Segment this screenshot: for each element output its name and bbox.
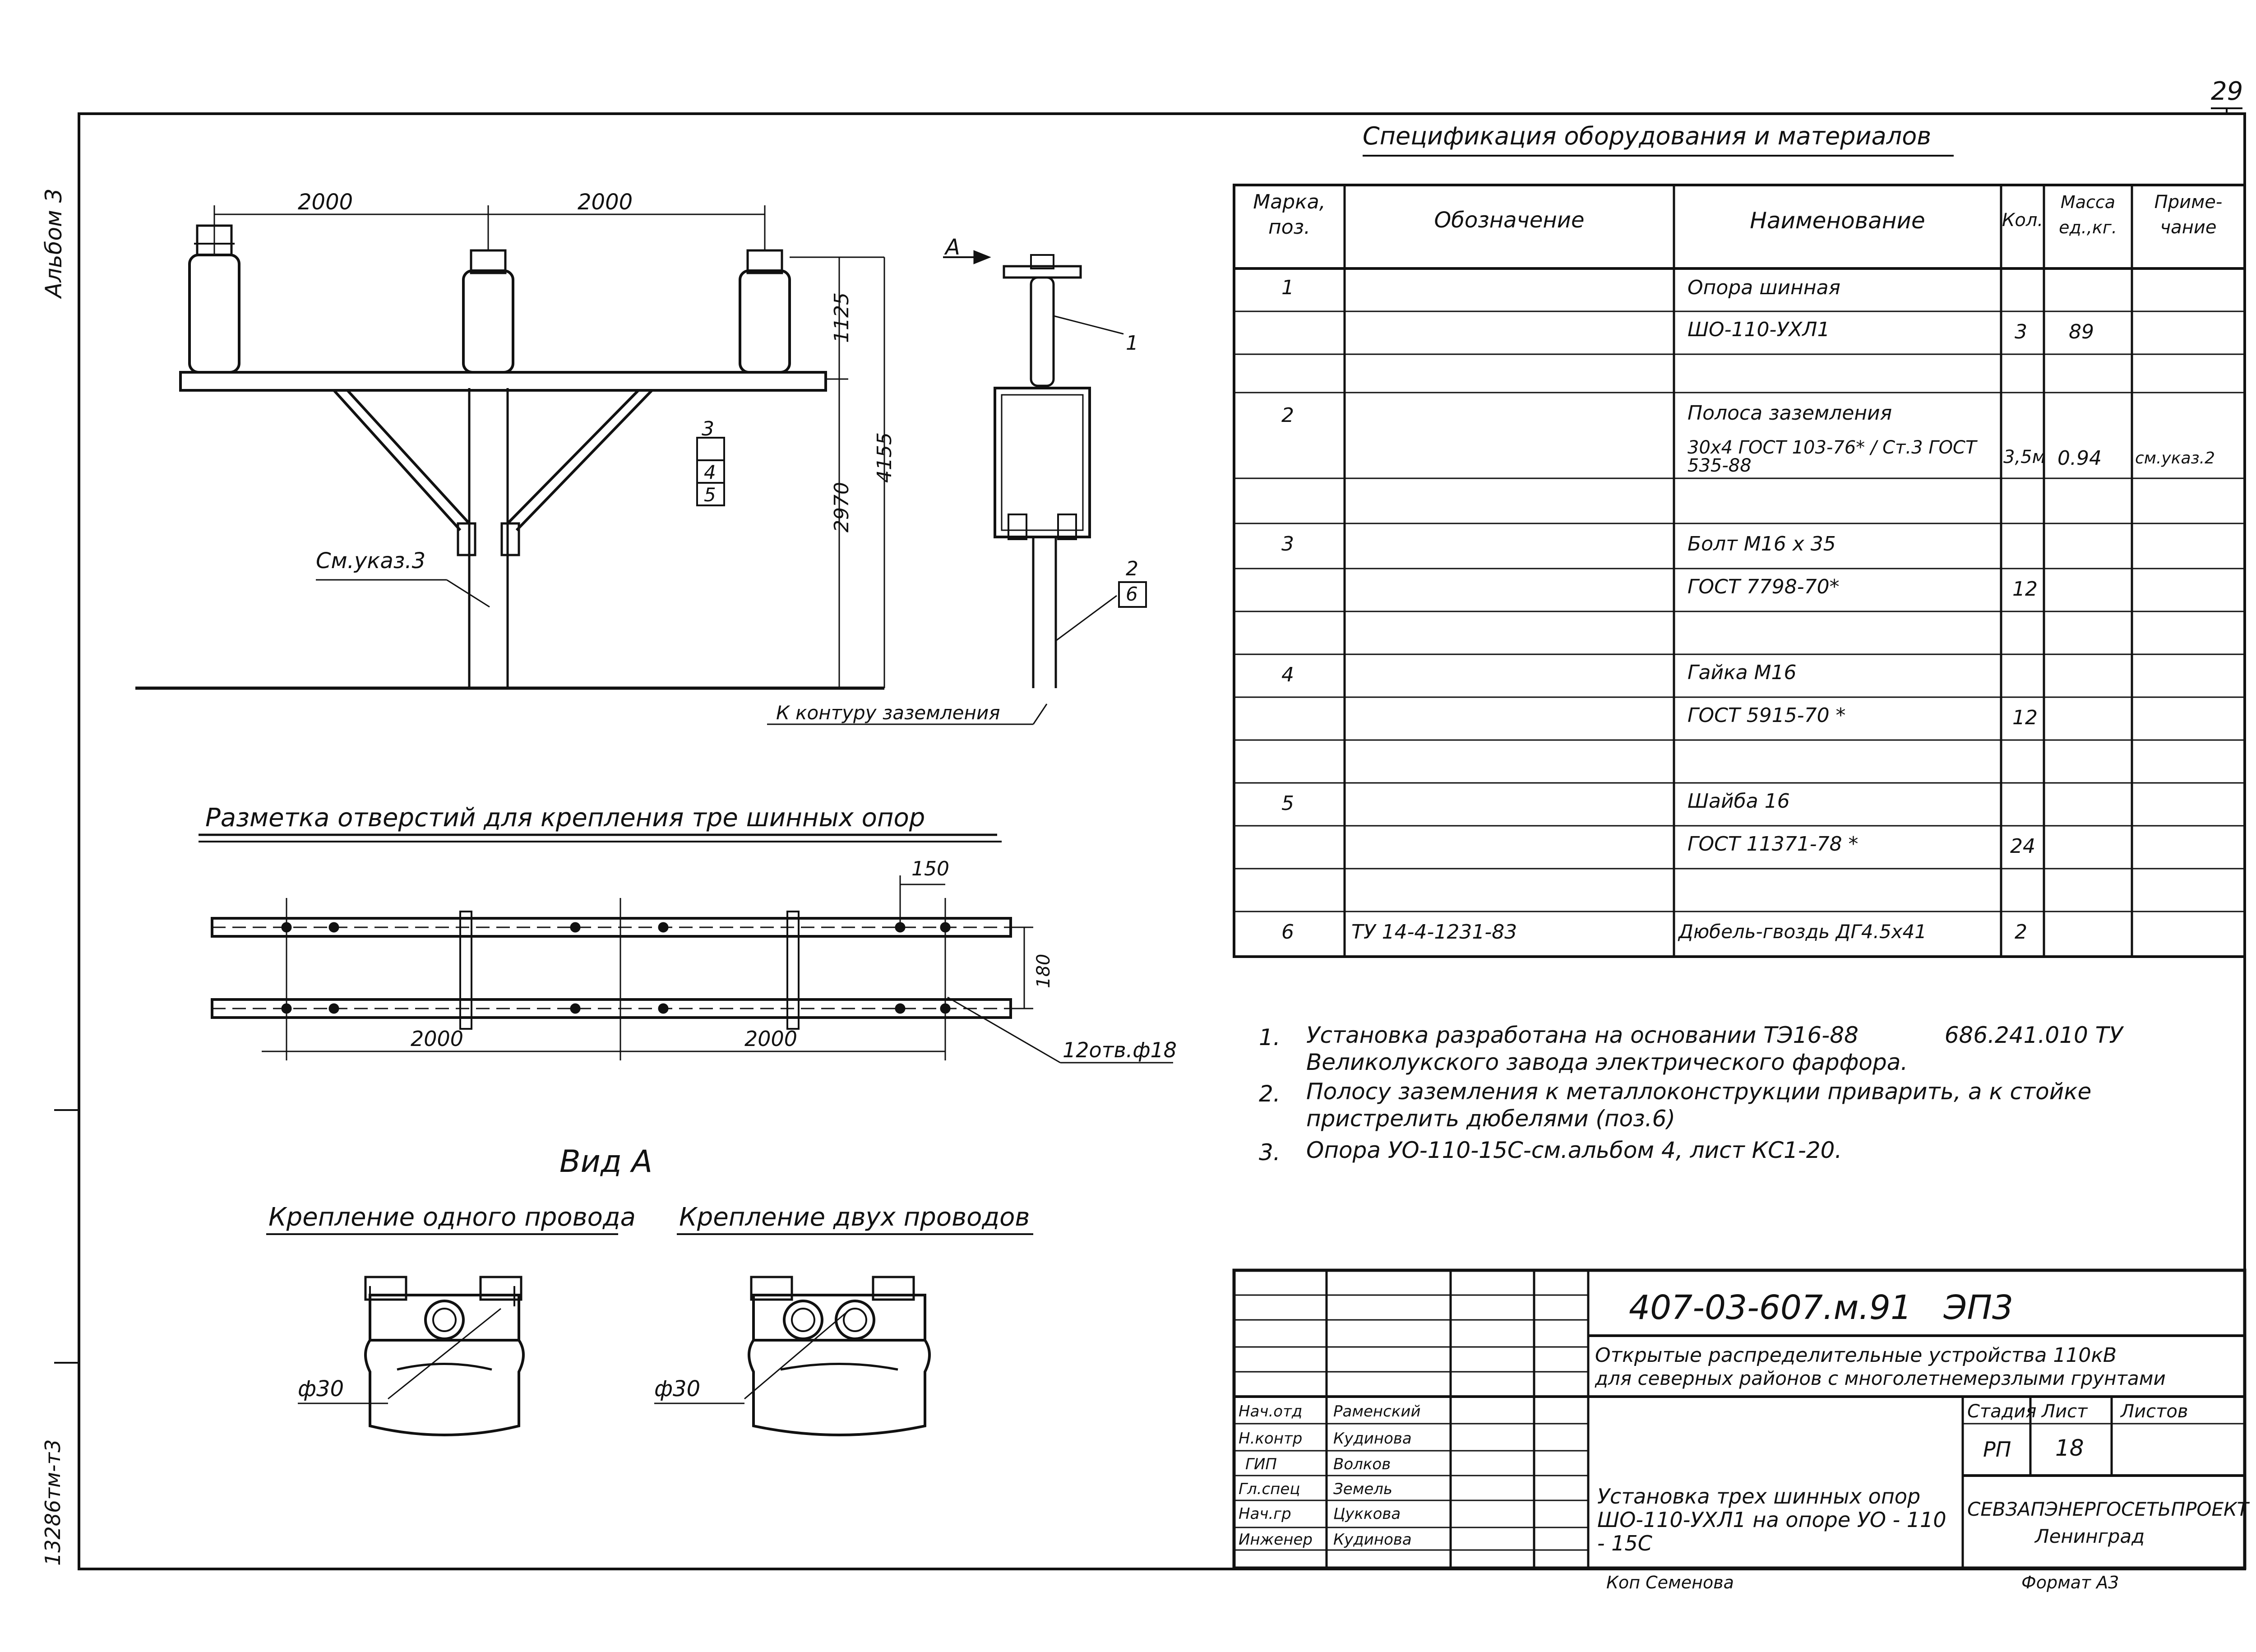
spec-header-name: Наименование bbox=[1750, 208, 1925, 234]
row-10-name: Гайка М16 bbox=[1687, 661, 1797, 684]
note-2-text-cont: пристрелить дюбелями (поз.6) bbox=[1306, 1106, 1675, 1132]
callout-5: 5 bbox=[704, 484, 716, 506]
staff-role-3: ГИП bbox=[1245, 1455, 1277, 1473]
row-5-name: 30х4 ГОСТ 103-76* / Ст.3 ГОСТ 535-88 bbox=[1687, 437, 1977, 476]
staff-role-4: Гл.спец bbox=[1239, 1480, 1300, 1498]
callout-1: 1 bbox=[1126, 332, 1138, 355]
hole-marking-drawing bbox=[199, 835, 1173, 1063]
callout-3: 3 bbox=[702, 417, 714, 440]
dim-2970: 2970 bbox=[830, 482, 853, 532]
spec-header-mass: Масса ед.,кг. bbox=[2059, 192, 2117, 237]
double-fixing-title: Крепление двух проводов bbox=[679, 1203, 1030, 1232]
row-1-mark: 1 bbox=[1281, 276, 1294, 299]
sheet-value: 18 bbox=[2055, 1435, 2084, 1461]
staff-name-2: Кудинова bbox=[1333, 1430, 1412, 1448]
marking-dim-2000-a: 2000 bbox=[411, 1027, 464, 1051]
staff-name-4: Земель bbox=[1333, 1480, 1393, 1498]
row-4-mark: 2 bbox=[1281, 404, 1294, 427]
row-8-qty: 12 bbox=[2012, 578, 2038, 601]
sheet-title: Установка трех шинных опор ШО-110-УХЛ1 на опоре УО - 110 - 15С bbox=[1597, 1484, 1946, 1555]
spec-header-note: Приме- чание bbox=[2154, 192, 2223, 238]
staff-role-2: Н.контр bbox=[1239, 1430, 1303, 1448]
row-16-mark: 6 bbox=[1281, 921, 1294, 944]
row-2-mass: 89 bbox=[2069, 320, 2094, 343]
album-stamp: Альбом 3 bbox=[41, 188, 67, 298]
marking-dim-180: 180 bbox=[1033, 953, 1054, 988]
single-fixing-title: Крепление одного провода bbox=[268, 1203, 636, 1232]
double-diameter: ф30 bbox=[654, 1376, 701, 1402]
project-title: Открытые распределительные устройства 110кВ bbox=[1595, 1344, 2117, 1367]
row-14-qty: 24 bbox=[2010, 835, 2035, 858]
single-diameter: ф30 bbox=[298, 1376, 344, 1402]
ground-contour-label: К контуру заземления bbox=[776, 702, 1000, 724]
insulator-center bbox=[463, 250, 513, 372]
row-8-name: ГОСТ 7798-70* bbox=[1687, 575, 1840, 598]
callout-2: 2 bbox=[1126, 557, 1138, 580]
note-3-text: Опора УО-110-15С-см.альбом 4, лист КС1-20. bbox=[1306, 1137, 1842, 1163]
staff-role-6: Инженер bbox=[1239, 1531, 1313, 1549]
sheets-header: Листов bbox=[2121, 1401, 2188, 1422]
row-2-name: ШО-110-УХЛ1 bbox=[1687, 318, 1830, 341]
inventory-stamp: 13286тм-т3 bbox=[41, 1439, 65, 1566]
row-11-qty: 12 bbox=[2012, 706, 2038, 729]
copy-note: Коп Семенова bbox=[1606, 1573, 1734, 1592]
insulator-right bbox=[740, 250, 790, 372]
view-a-title: Вид А bbox=[559, 1144, 652, 1180]
dim-1125: 1125 bbox=[830, 292, 853, 343]
spec-header-qty: Кол. bbox=[2002, 210, 2043, 231]
row-7-name: Болт М16 х 35 bbox=[1687, 532, 1836, 555]
marking-dim-150: 150 bbox=[911, 857, 949, 880]
note-1-num: 1. bbox=[1259, 1024, 1281, 1050]
spec-title: Спецификация оборудования и материалов bbox=[1363, 122, 1932, 150]
row-16-designation: ТУ 14-4-1231-83 bbox=[1351, 921, 1517, 944]
callout-4: 4 bbox=[704, 461, 716, 483]
row-13-mark: 5 bbox=[1281, 792, 1294, 815]
row-4-name: Полоса заземления bbox=[1687, 402, 1892, 425]
row-1-name: Опора шинная bbox=[1687, 276, 1841, 299]
row-16-qty: 2 bbox=[2015, 921, 2027, 944]
city: Ленинград bbox=[2035, 1525, 2145, 1547]
stage-header: Стадия bbox=[1967, 1401, 2037, 1422]
staff-name-3: Волков bbox=[1333, 1455, 1391, 1473]
staff-name-5: Цуккова bbox=[1333, 1505, 1401, 1523]
row-16-name: Дюбель-гвоздь ДГ4.5х41 bbox=[1678, 921, 1927, 943]
project-title-2: для северных районов с многолетнемерзлыми грунтами bbox=[1595, 1367, 2166, 1389]
spec-header-mark: Марка, поз. bbox=[1253, 190, 1326, 239]
dim-4155: 4155 bbox=[873, 432, 896, 483]
row-14-name: ГОСТ 11371-78 * bbox=[1687, 833, 1858, 856]
dim-right: 2000 bbox=[578, 190, 633, 215]
view-a-double bbox=[654, 1277, 929, 1435]
see-note-label: См.указ.3 bbox=[316, 548, 426, 574]
organization: СЕВЗАПЭНЕРГОСЕТЬПРОЕКТ bbox=[1967, 1498, 2249, 1520]
marking-title: Разметка отверстий для крепления тре шинных опор bbox=[205, 803, 925, 833]
page-number: 29 bbox=[2211, 77, 2243, 106]
sheet-header: Лист bbox=[2042, 1401, 2088, 1422]
marking-holes-label: 12отв.ф18 bbox=[1063, 1038, 1177, 1062]
note-1-text: Установка разработана на основании ТЭ16-88 686.241.010 ТУ bbox=[1306, 1022, 2123, 1048]
document-code: 407-03-607.м.91 ЭП3 bbox=[1629, 1288, 2014, 1327]
spec-header-designation: Обозначение bbox=[1434, 208, 1585, 233]
note-2-text: Полосу заземления к металлоконструкции приварить, а к стойке bbox=[1306, 1078, 2092, 1105]
staff-role-1: Нач.отд bbox=[1239, 1402, 1303, 1421]
view-arrow-label: А bbox=[945, 235, 960, 260]
staff-name-1: Раменский bbox=[1333, 1402, 1421, 1421]
stage-value: РП bbox=[1983, 1437, 2011, 1462]
dim-left: 2000 bbox=[298, 190, 353, 215]
row-7-mark: 3 bbox=[1281, 532, 1294, 555]
marking-dim-2000-b: 2000 bbox=[744, 1027, 798, 1051]
note-1-text-cont: Великолукского завода электрического фарфора. bbox=[1306, 1049, 1908, 1075]
note-3-num: 3. bbox=[1259, 1139, 1281, 1166]
view-a-single bbox=[298, 1277, 523, 1435]
side-view bbox=[767, 252, 1146, 724]
staff-role-5: Нач.гр bbox=[1239, 1505, 1291, 1523]
format-label: Формат А3 bbox=[2021, 1573, 2119, 1592]
note-2-num: 2. bbox=[1259, 1081, 1281, 1107]
row-2-qty: 3 bbox=[2015, 320, 2027, 343]
crossbeam bbox=[180, 372, 826, 390]
row-13-name: Шайба 16 bbox=[1687, 790, 1790, 813]
staff-name-6: Кудинова bbox=[1333, 1531, 1412, 1549]
front-elevation bbox=[135, 205, 884, 688]
row-5-note: см.указ.2 bbox=[2135, 449, 2215, 467]
row-11-name: ГОСТ 5915-70 * bbox=[1687, 704, 1846, 727]
row-5-mass: 0.94 bbox=[2057, 447, 2102, 470]
callout-6: 6 bbox=[1126, 583, 1138, 605]
row-10-mark: 4 bbox=[1281, 663, 1294, 686]
row-5-qty: 3,5м bbox=[2003, 447, 2046, 467]
